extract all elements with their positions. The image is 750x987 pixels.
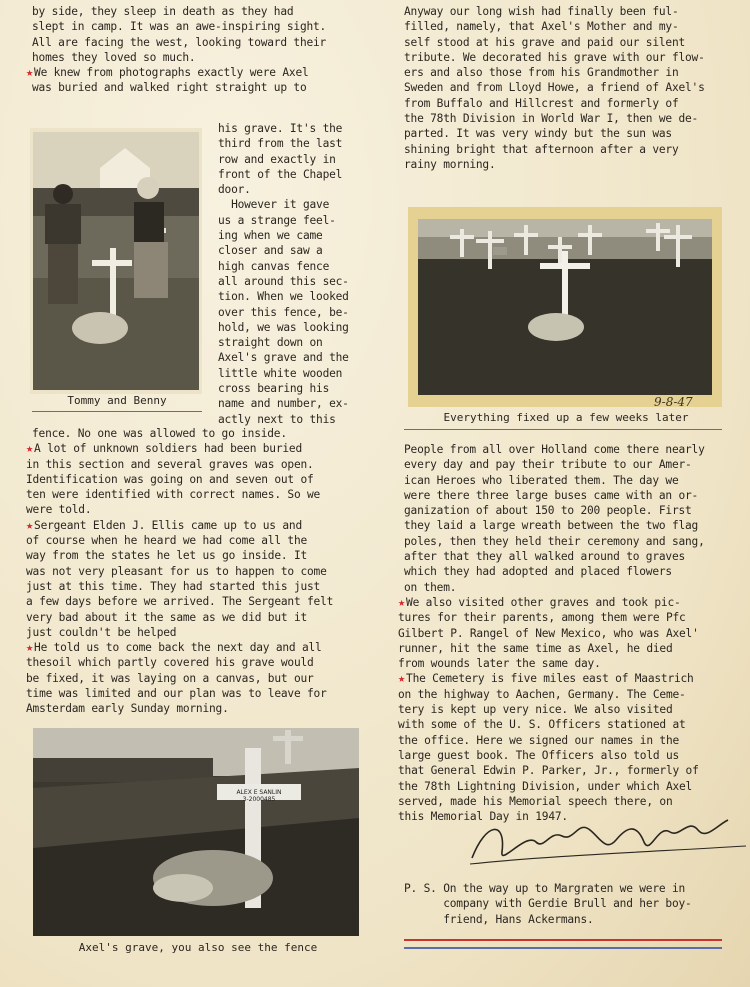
text-line: third from the last xyxy=(218,137,343,151)
star-icon: ★ xyxy=(26,640,34,655)
paragraph-text: Sergeant Elden J. Ellis came up to us and of course when he heard we had come all the way from the states he let us go inside. It was not very pleasant for us to happen to come just at this time. They had started this just a few days before we arrived. The Sergeant felt very bad about it the same as we did but it just couldn't be helped xyxy=(26,518,334,639)
text-line: cross bearing his xyxy=(218,382,330,396)
cross-text-number: 3-2000485 xyxy=(242,796,276,803)
text-line: name and number, ex- xyxy=(218,397,349,411)
paragraph xyxy=(26,640,387,716)
bottom-red-rule xyxy=(404,939,722,941)
paragraph-text: He told us to come back the next day and all thesoil which partly covered his grave would be fixed, it was laying on a canvas, but our time was limited and our plan was to leave for Amsterdam early Sunday morning. xyxy=(26,641,327,716)
text-line: front of the Chapel xyxy=(218,167,343,181)
cross-text: ALEX E SANLIN xyxy=(236,789,282,796)
bottom-blue-rule xyxy=(404,947,722,949)
cross-nameplate xyxy=(236,789,281,803)
text-line: However it gave xyxy=(218,198,330,212)
star-icon: ★ xyxy=(26,441,34,456)
photo-caption: Everything fixed up a few weeks later xyxy=(443,411,689,424)
paragraph xyxy=(398,671,750,824)
right-text-top xyxy=(404,4,749,172)
star-paragraph-text: We knew from photographs exactly were Axel xyxy=(34,66,309,80)
text-line: us a strange feel- xyxy=(218,213,336,227)
ps-text: P. S. On the way up to Margraten we were in company with Gerdie Brull and her boy- friend, Hans Ackermans. xyxy=(404,882,692,926)
photo-axels-grave xyxy=(33,728,359,936)
paragraph: fence. No one was allowed to go inside. xyxy=(32,427,287,440)
paragraph: Anyway our long wish had finally been ful- filled, namely, that Axel's Mother and my- self stood at his grave and paid our silent tribute. We decorated his grave with our flow- ers and also those from his Grandmother in Sweden and from Lloyd Howe, a friend of Axel's from Buffalo and Hillcrest and formerly of the 78th Division in World War I, then we de- parted. It was very windy but the sun was shining bright that afternoon after a very rainy morning. xyxy=(404,5,705,171)
text-line: tion. When we looked xyxy=(218,290,349,304)
photo-caption: Tommy and Benny xyxy=(67,394,167,407)
star-icon: ★ xyxy=(26,517,34,532)
text-line: actly next to this xyxy=(218,412,336,426)
photo-fixed-grave xyxy=(408,207,722,407)
star-icon: ★ xyxy=(398,671,406,686)
photo-date: 9-8-47 xyxy=(654,395,693,409)
text-line: hold, we was looking xyxy=(218,320,349,334)
text-line: by side, they sleep in death as they had xyxy=(32,5,294,18)
handwritten-signature xyxy=(466,812,750,872)
text-line: Axel's grave and the xyxy=(218,351,349,365)
photo-caption: Axel's grave, you also see the fence xyxy=(78,941,318,954)
left-text-top xyxy=(26,4,377,96)
paragraph-text: The Cemetery is five miles east of Maastrich on the highway to Aachen, Germany. The Ceme- tery is kept up very nice. We also visited with some of the U. S. Officers stationed at the office. Here we signed our names in the large guest book. The Officers also told us that General Edwin P. Parker, Jr., formerly of the 78th Lightning Division, under which Axel served, made his Memorial speech there, on this Memorial Day in 1947. xyxy=(398,672,699,824)
text-line: row and exactly in xyxy=(218,152,336,166)
text-line: over this fence, be- xyxy=(218,305,349,319)
wrap-text-beside-photo xyxy=(218,121,388,427)
paragraph xyxy=(26,441,387,517)
text-line: straight down on xyxy=(218,336,323,350)
star-icon: ★ xyxy=(26,65,34,80)
text-line: his grave. It's the xyxy=(218,122,343,135)
text-line: high canvas fence xyxy=(218,259,330,273)
caption-divider xyxy=(32,411,202,412)
text-line: slept in camp. It was an awe-inspiring sight. xyxy=(32,20,327,34)
caption-divider xyxy=(404,429,722,430)
text-line: little white wooden xyxy=(218,366,343,380)
paragraph-text: A lot of unknown soldiers had been buried in this section and several graves was open. Identification was going on and seven out of ten were identified with correct names. So we were told. xyxy=(26,442,321,517)
paragraph: People from all over Holland come there nearly every day and pay their tribute to our Amer- ican Heroes who liberated them. The day we were there three large buses came with an or- ganization of about 150 to 200 people. First they laid a large wreath between the two flag poles, then they held their ceremony and sang, after that they all walked around to graves which they had adopted and placed flowers on them. xyxy=(404,443,705,594)
text-line xyxy=(26,65,377,80)
text-line: was buried and walked right straight up to xyxy=(32,81,307,95)
text-line: homes they loved so much. xyxy=(32,50,196,64)
postscript xyxy=(404,881,750,927)
star-icon: ★ xyxy=(398,594,406,609)
paragraph xyxy=(26,518,387,640)
photo-tommy-and-benny xyxy=(30,128,202,394)
paragraph xyxy=(398,595,750,671)
left-text-bottom xyxy=(26,426,387,717)
text-line: door. xyxy=(218,183,251,197)
text-line: All are facing the west, looking toward their xyxy=(32,35,327,49)
text-line: closer and saw a xyxy=(218,244,323,258)
text-line: ing when we came xyxy=(218,229,323,243)
text-line: all around this sec- xyxy=(218,274,349,288)
paragraph-text: We also visited other graves and took pic- tures for their parents, among them were Pfc Gilbert P. Rangel of New Mexico, who was Axel' runner, hit the same time as Axel, he died from wounds later the same day. xyxy=(398,595,699,671)
right-text-bottom xyxy=(398,442,750,824)
